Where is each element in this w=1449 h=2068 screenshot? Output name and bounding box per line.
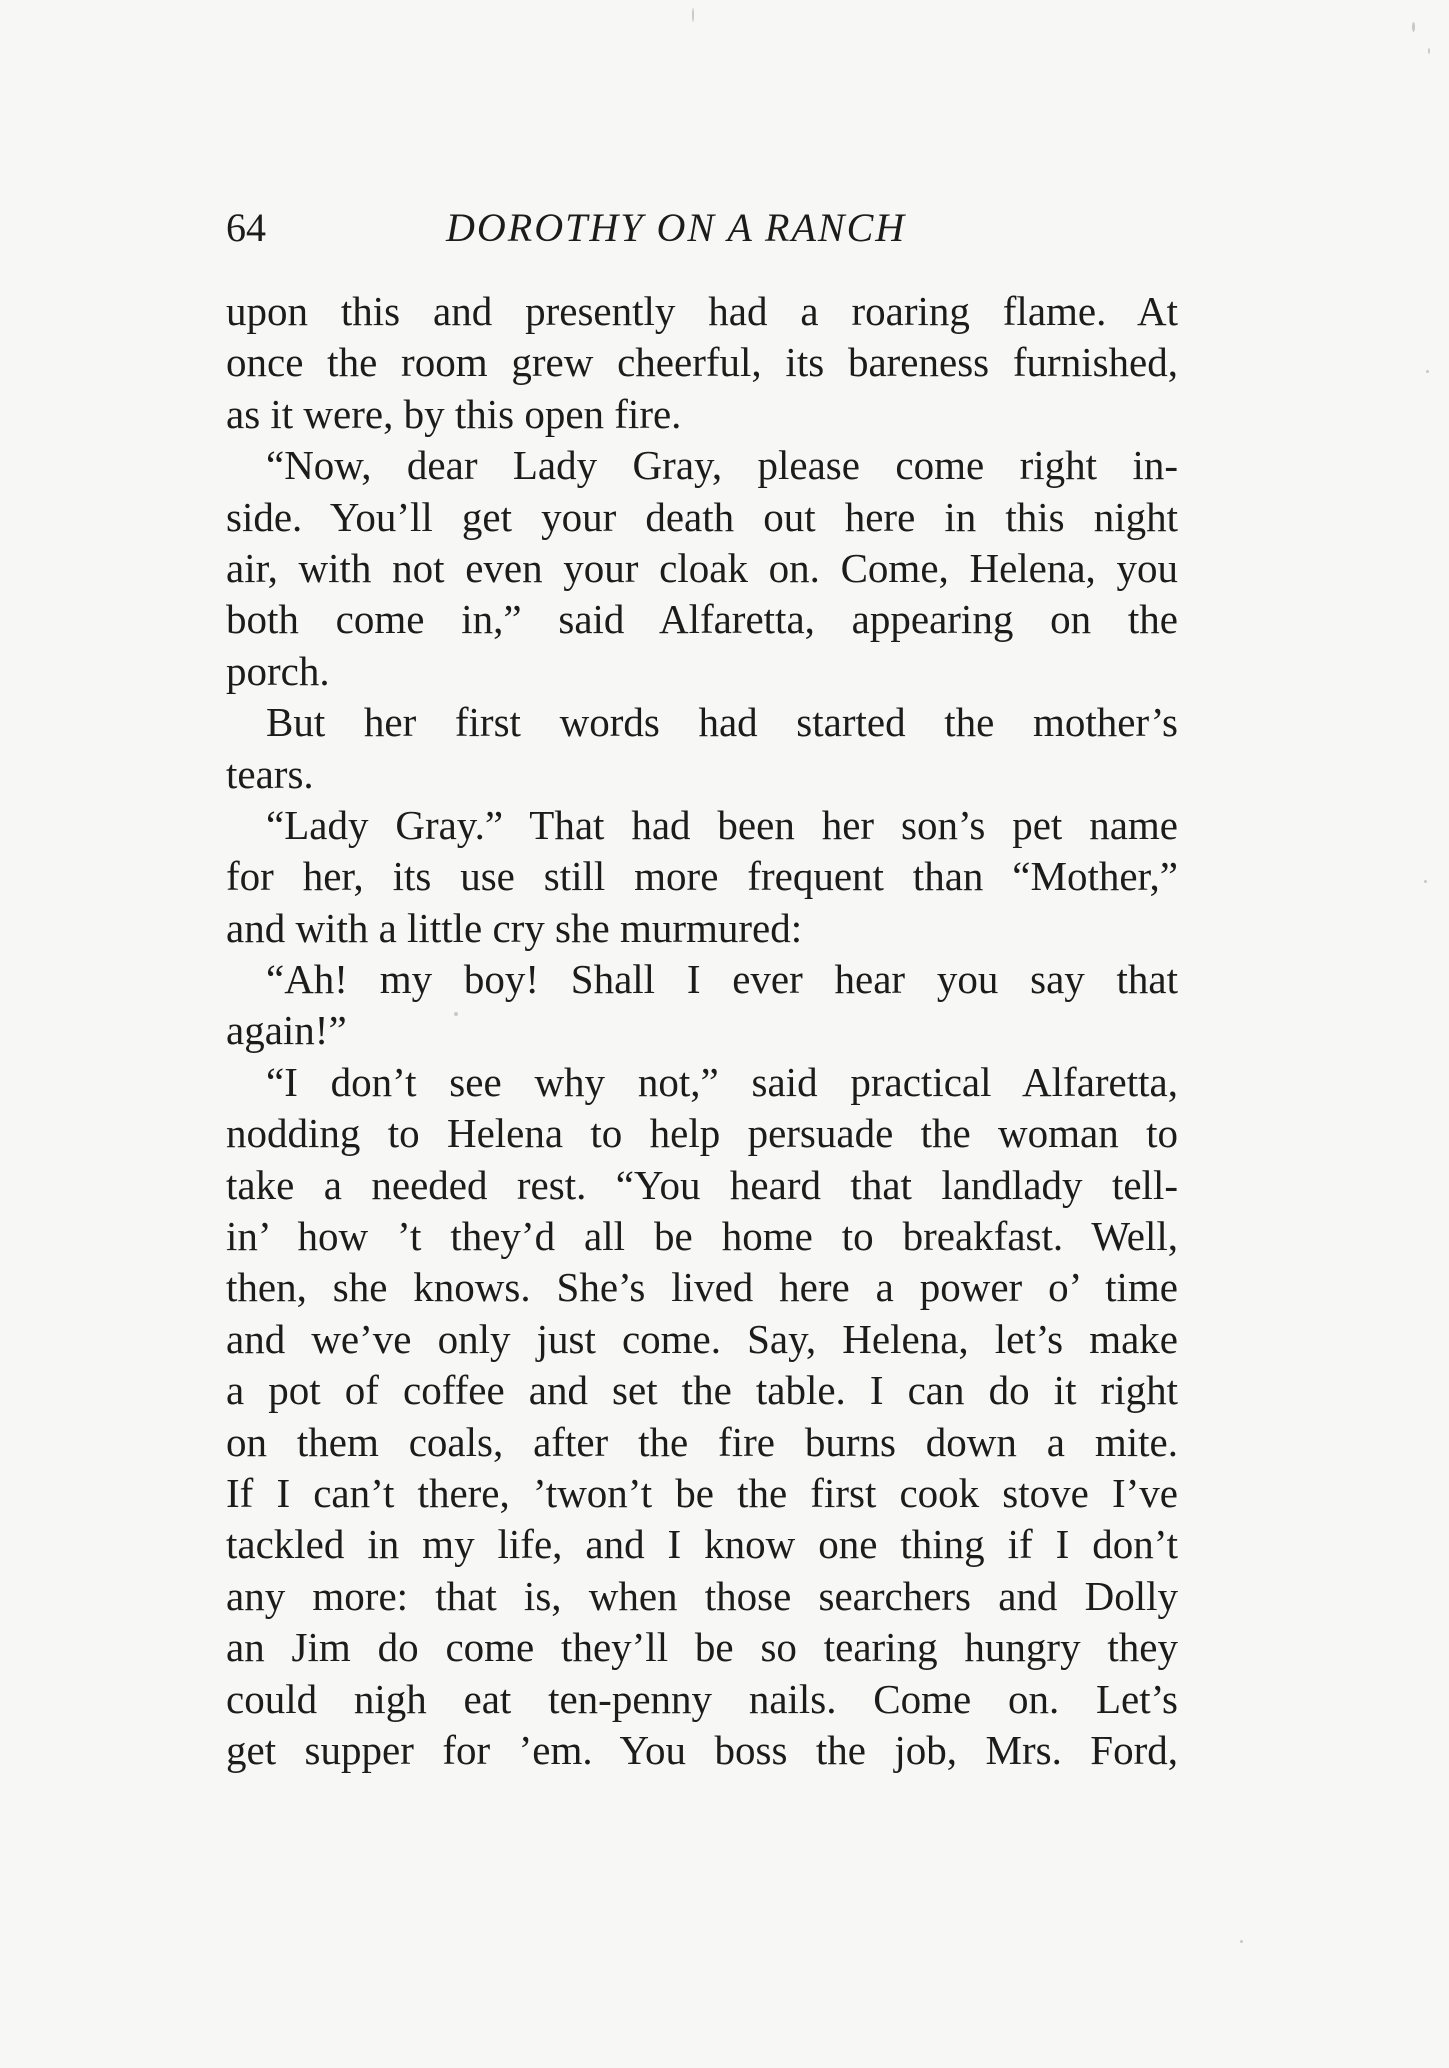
text-line: again!” [226,1007,347,1054]
text-line: any more: that is, when those searchers and Dolly [226,1572,1178,1619]
text-line: then, she knows. She’s lived here a power o’ time [226,1264,1178,1311]
page-number: 64 [226,205,266,250]
text-line: “Ah! my boy! Shall I ever hear you say that [266,956,1178,1003]
text-line: an Jim do come they’ll be so tearing hungry they [226,1624,1178,1671]
text-line: “Now, dear Lady Gray, please come right in- [266,442,1178,489]
text-line: as it were, by this open fire. [226,390,682,437]
text-line: tears. [226,750,314,797]
text-line: in’ how ’t they’d all be home to breakfast. Well, [226,1213,1178,1260]
text-line: could nigh eat ten-penny nails. Come on. Let’s [226,1675,1178,1722]
body-text [226,286,1178,1776]
text-line: and we’ve only just come. Say, Helena, let’s make [226,1315,1178,1362]
text-line: upon this and presently had a roaring flame. At [226,288,1178,334]
text-line: tackled in my life, and I know one thing if I don’t [226,1521,1178,1568]
text-line: a pot of coffee and set the table. I can do it right [226,1367,1178,1414]
page-header [226,198,1178,258]
text-line: for her, its use still more frequent than “Mother,” [226,853,1178,900]
paper-speck [1240,1940,1243,1943]
paper-speck [692,8,694,22]
text-line: If I can’t there, ’twon’t be the first cook stove I’ve [226,1469,1178,1516]
text-line: both come in,” said Alfaretta, appearing on the [226,596,1178,643]
paper-speck [454,1012,458,1016]
text-line: and with a little cry she murmured: [226,904,803,951]
running-title: DOROTHY ON A RANCH [446,205,907,250]
text-line: on them coals, after the fire burns down a mite. [226,1418,1178,1465]
paper-speck [1428,48,1430,54]
text-line: get supper for ’em. You boss the job, Mrs. Ford, [226,1726,1178,1773]
paper-speck [1424,880,1427,883]
text-line: porch. [226,647,330,694]
paper-speck [1412,22,1415,32]
paper-speck [1426,370,1429,373]
text-line: But her first words had started the mother’s [266,699,1178,746]
text-line: once the room grew cheerful, its bareness furnished, [226,339,1178,386]
text-line: side. You’ll get your death out here in this night [226,493,1178,540]
text-line: take a needed rest. “You heard that landlady tell- [226,1161,1178,1208]
text-line: nodding to Helena to help persuade the woman to [226,1110,1178,1157]
text-line: air, with not even your cloak on. Come, Helena, you [226,544,1178,591]
text-line: “Lady Gray.” That had been her son’s pet name [266,801,1178,848]
text-line: “I don’t see why not,” said practical Alfaretta, [266,1058,1178,1105]
